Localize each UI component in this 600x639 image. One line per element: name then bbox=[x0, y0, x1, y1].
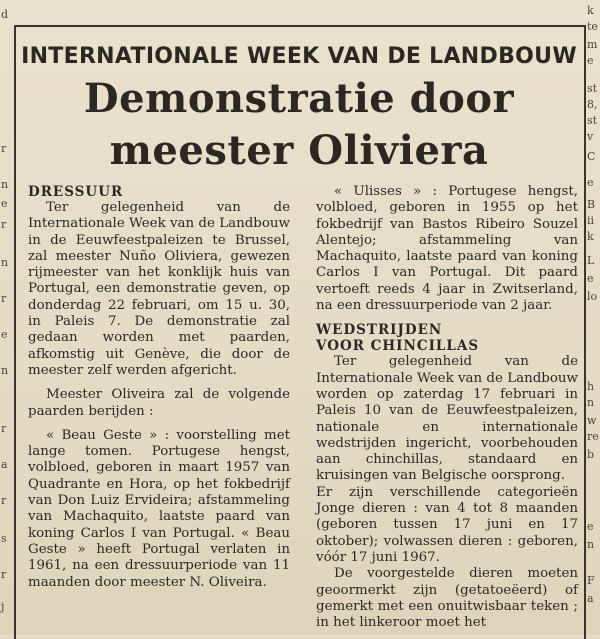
fragment: h bbox=[587, 380, 595, 393]
right-neighbor-column-fragments bbox=[586, 0, 600, 635]
fragment: w bbox=[587, 414, 597, 427]
fragment: j bbox=[1, 600, 5, 613]
fragment: ii bbox=[587, 214, 595, 227]
fragment: r bbox=[1, 142, 7, 155]
fragment: r bbox=[1, 422, 7, 435]
paragraph: Meester Oliveira zal de volgende paarden berijden : bbox=[28, 387, 290, 419]
fragment: lo bbox=[587, 290, 598, 303]
fragment: e bbox=[587, 520, 594, 533]
headline-line-1: Demonstratie door bbox=[83, 75, 515, 122]
fragment: k bbox=[587, 4, 594, 17]
fragment: st bbox=[587, 82, 598, 95]
fragment: e bbox=[587, 54, 594, 67]
fragment: k bbox=[587, 230, 594, 243]
fragment: s bbox=[1, 532, 7, 545]
fragment: e bbox=[1, 197, 8, 210]
fragment: r bbox=[1, 218, 7, 231]
fragment: m bbox=[587, 38, 598, 51]
fragment: F bbox=[587, 574, 595, 587]
paragraph: « Beau Geste » : voorstelling met lange tomen. Portugese hengst, volbloed, geboren in maart 1957 van Quadrante en Hora, op het fokbedrijf van Don Luiz Ervideira; afstammeling van Machaquito, laatste paard van koning Carlos I van Portugal. « Beau Geste » heeft Portugal verlaten in 1961, na een dressuurperiode van 11 maanden door meester N. Oliveira. bbox=[28, 427, 290, 590]
fragment: n bbox=[1, 364, 9, 377]
fragment: n bbox=[1, 178, 9, 191]
section-subhead-dressuur: DRESSUUR bbox=[28, 184, 124, 200]
article-kicker: INTERNATIONALE WEEK VAN DE LANDBOUW bbox=[21, 44, 577, 69]
section-subhead-chincillas: VOOR CHINCILLAS bbox=[316, 338, 480, 355]
fragment: b bbox=[587, 448, 595, 461]
fragment: a bbox=[587, 592, 594, 605]
paragraph: « Ulisses » : Portugese hengst, volbloed, geboren in 1955 op het fokbedrijf van Bastos Ribeiro Souzel Alentejo; afstammeling van Machaquito, laatste paard van koning Carlos I van Portugal. Dit paard vertoeft reeds 4 jaar in Zwitserland, na een dressuurperiode van 2 jaar. bbox=[316, 184, 578, 314]
fragment: e bbox=[587, 176, 594, 189]
paragraph: Ter gelegenheid van de Internationale Week van de Landbouw worden op zaterdag 17 februari in Paleis 10 van de Eeuwfeestpaleizen, nationale en internationale wedstrijden ingericht, voorbehouden aan chinchillas, standaard en kruisingen van Belgische oorsprong. bbox=[316, 354, 578, 484]
fragment: st bbox=[587, 114, 598, 127]
fragment: e bbox=[587, 272, 594, 285]
fragment: re bbox=[587, 430, 599, 443]
left-neighbor-column-fragments bbox=[0, 0, 12, 635]
fragment: r bbox=[1, 292, 7, 305]
article-column-right bbox=[316, 184, 578, 631]
paragraph: Er zijn verschillende categorieën Jonge dieren : van 4 tot 8 maanden (geboren tussen 17 juni en 17 oktober); volwassen dieren : geboren, vóór 17 juni 1967. bbox=[316, 484, 578, 565]
article-column-left bbox=[28, 184, 290, 591]
fragment: L bbox=[587, 254, 595, 267]
fragment: n bbox=[587, 396, 595, 409]
fragment: e bbox=[1, 328, 8, 341]
fragment: C bbox=[587, 150, 596, 163]
fragment: 8, bbox=[587, 98, 598, 111]
fragment: a bbox=[1, 458, 8, 471]
fragment: r bbox=[1, 568, 7, 581]
headline-line-2: meester Oliviera bbox=[109, 127, 489, 174]
paragraph: De voorgestelde dieren moeten geoormerkt zijn (getatoeëerd) of gemerkt met een onuitwisbaar teken ; in het linkeroor moet het bbox=[316, 566, 578, 631]
fragment: r bbox=[1, 494, 7, 507]
fragment: v bbox=[587, 130, 594, 143]
fragment: n bbox=[1, 256, 9, 269]
fragment: n bbox=[587, 538, 595, 551]
fragment: te bbox=[587, 20, 598, 33]
section-subhead-wedstrijden: WEDSTRIJDEN bbox=[316, 322, 443, 339]
fragment: B bbox=[587, 198, 596, 211]
fragment: d bbox=[1, 8, 9, 21]
paragraph: Ter gelegenheid van de Internationale Week van de Landbouw in de Eeuwfeestpaleizen te Brussel, zal meester Nuño Oliviera, gewezen rijmeester van het konklijk huis van Portugal, een demonstratie geven, op donderdag 22 februari, om 15 u. 30, in Paleis 7. De demonstratie zal gedaan worden met paarden, afkomstig uit Genève, die door de meester zelf werden afgericht. bbox=[28, 200, 290, 378]
